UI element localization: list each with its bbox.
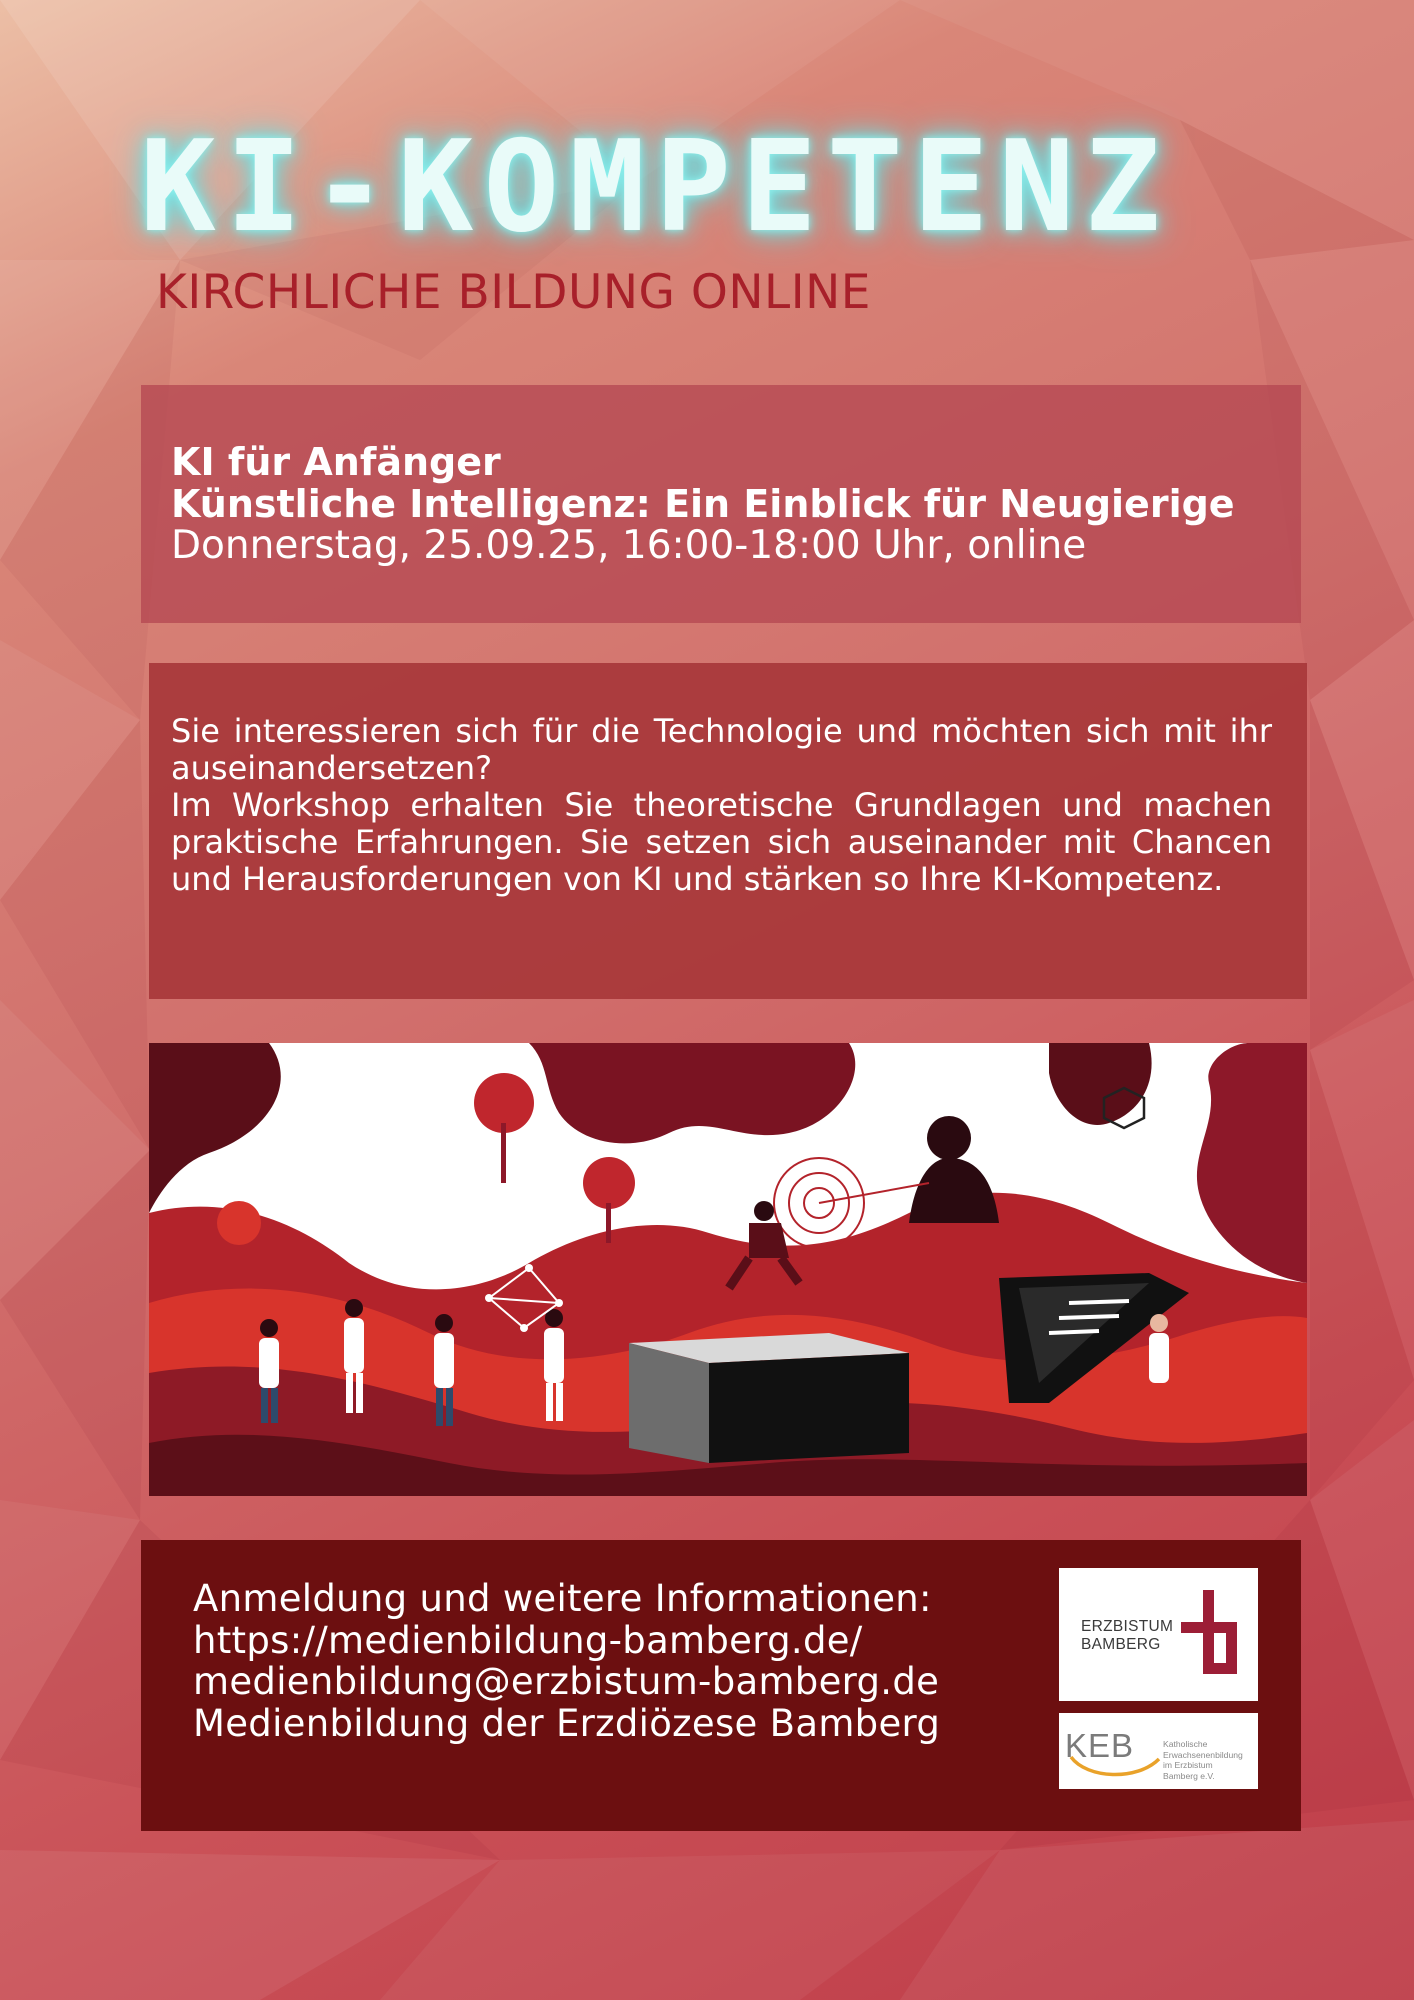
keb-arc-icon — [1067, 1753, 1162, 1779]
event-datetime: Donnerstag, 25.09.25, 16:00-18:00 Uhr, online — [171, 523, 1087, 568]
keb-sub-line3: im Erzbistum — [1163, 1760, 1213, 1770]
ai-workshop-illustration — [149, 1043, 1307, 1496]
page-subtitle: KIRCHLICHE BILDUNG ONLINE — [156, 265, 871, 320]
description-paragraph-1: Sie interessieren sich für die Technologie und möchten sich mit ihr auseinandersetzen? — [171, 712, 1272, 787]
keb-logo-letters: KEB — [1065, 1727, 1135, 1764]
event-title: KI für Anfänger — [171, 440, 501, 484]
contact-info — [193, 1578, 940, 1744]
keb-sub-line2: Erwachsenenbildung — [1163, 1749, 1243, 1760]
cross-icon — [1181, 1590, 1239, 1680]
keb-sub-line1: Katholische — [1163, 1739, 1208, 1749]
erzbistum-bamberg-logo — [1059, 1568, 1258, 1701]
keb-logo — [1059, 1713, 1258, 1789]
page-title: KI-KOMPETENZ — [140, 113, 1171, 260]
contact-email-link[interactable]: medienbildung@erzbistum-bamberg.de — [193, 1660, 940, 1703]
keb-sub-line4: Bamberg e.V. — [1163, 1770, 1215, 1781]
erzbistum-logo-line2: BAMBERG — [1081, 1636, 1161, 1653]
contact-organization: Medienbildung der Erzdiözese Bamberg — [193, 1701, 941, 1745]
erzbistum-logo-line1: ERZBISTUM — [1081, 1618, 1174, 1635]
event-headline: Künstliche Intelligenz: Ein Einblick für Neugierige — [171, 482, 1235, 526]
contact-heading: Anmeldung und weitere Informationen: — [193, 1577, 932, 1620]
contact-website-link[interactable]: https://medienbildung-bamberg.de/ — [193, 1618, 863, 1662]
description-paragraph-2: Im Workshop erhalten Sie theoretische Grundlagen und machen praktische Erfahrungen. Sie setzen sich auseinander mit Chancen und Herausforderungen von KI und stärken so Ihre KI-Kompetenz. — [171, 786, 1272, 898]
description-box — [149, 663, 1307, 999]
event-info-box — [141, 385, 1301, 623]
